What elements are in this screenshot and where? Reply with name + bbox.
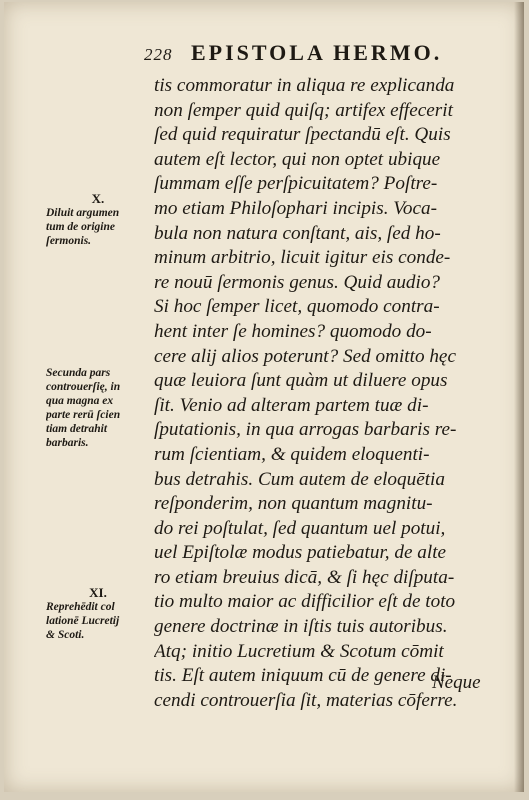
marginal-note-x bbox=[46, 192, 150, 248]
text-line: cendi controuerſia ſit, materias cōferre. bbox=[154, 689, 458, 711]
marginal-note-line: controuerſię, in bbox=[46, 381, 121, 393]
page-gutter-shadow bbox=[514, 2, 524, 792]
marginal-note-line: tum de origine bbox=[46, 221, 116, 233]
text-line: autem eſt lector, qui non optet ubique bbox=[154, 148, 441, 170]
marginal-note-xi bbox=[46, 586, 150, 642]
marginal-note-number: XI. bbox=[89, 585, 107, 600]
text-line: minum arbitrio, licuit igitur eis conde- bbox=[154, 247, 451, 269]
marginal-note-line: & Scoti. bbox=[46, 629, 85, 641]
marginal-note-line: Reprehēdit col bbox=[46, 601, 115, 613]
main-text-block bbox=[154, 74, 499, 713]
text-line: ſit. Venio ad alteram partem tuæ di- bbox=[154, 394, 429, 416]
text-line: ro etiam breuius dicā, & ſi hęc diſputa- bbox=[154, 566, 455, 588]
text-line: reſponderim, non quantum magnitu- bbox=[154, 493, 433, 515]
text-line: uel Epiſtolæ modus patiebatur, de alte bbox=[154, 542, 447, 564]
marginal-note-line: tiam detrahit bbox=[46, 423, 108, 435]
text-line: tio multo maior ac difficilior eſt de toto bbox=[154, 591, 456, 613]
text-line: mo etiam Philoſophari incipis. Voca- bbox=[154, 197, 437, 219]
text-line: ſputationis, in qua arrogas barbaris re- bbox=[154, 419, 457, 441]
running-title: EPISTOLA HERMO. bbox=[191, 40, 443, 65]
text-line: rum ſcientiam, & quidem eloquenti- bbox=[154, 443, 430, 465]
marginal-note-number: X. bbox=[91, 191, 105, 206]
book-page bbox=[4, 2, 524, 792]
marginal-note-line: ſermonis. bbox=[46, 235, 92, 247]
text-line: tis. Eſt autem iniquum cū de genere di- bbox=[154, 665, 452, 687]
text-line: ſummam eſſe perſpicuitatem? Poſtre- bbox=[154, 173, 438, 195]
text-line: re nouū ſermonis genus. Quid audio? bbox=[154, 271, 441, 293]
marginal-note-line: barbaris. bbox=[46, 437, 89, 449]
text-line: non ſemper quid quiſq; artifex effecerit bbox=[154, 99, 453, 121]
marginal-note-line: Diluit argumen bbox=[46, 207, 120, 219]
text-line: genere doctrinæ in iſtis tuis autoribus. bbox=[154, 616, 448, 638]
text-line: hent inter ſe homines? quomodo do- bbox=[154, 320, 432, 342]
text-line: quæ leuiora ſunt quàm ut diluere opus bbox=[154, 370, 448, 392]
catchword: Neque bbox=[432, 672, 481, 693]
text-line: Atq; initio Lucretium & Scotum cōmit bbox=[154, 640, 444, 662]
marginal-note-secunda-pars bbox=[46, 366, 150, 450]
marginal-note-line: parte rerū ſcien bbox=[46, 409, 121, 421]
text-line: do rei poſtulat, ſed quantum uel potui, bbox=[154, 517, 446, 539]
text-line: ſed quid requiratur ſpectandū eſt. Quis bbox=[154, 124, 451, 146]
text-line: bula non natura conſtant, ais, ſed ho- bbox=[154, 222, 441, 244]
page-number: 228 bbox=[144, 45, 173, 64]
running-header bbox=[144, 40, 514, 66]
text-line: cere alij alios poterunt? Sed omitto hęc bbox=[154, 345, 456, 367]
marginal-note-line: Secunda pars bbox=[46, 367, 111, 379]
text-line: tis commoratur in aliqua re explicanda bbox=[154, 75, 455, 96]
text-line: Si hoc ſemper licet, quomodo contra- bbox=[154, 296, 440, 318]
marginal-note-line: qua magna ex bbox=[46, 395, 114, 407]
marginal-note-line: lationē Lucretij bbox=[46, 615, 120, 627]
text-line: bus detrahis. Cum autem de eloquētia bbox=[154, 468, 445, 490]
